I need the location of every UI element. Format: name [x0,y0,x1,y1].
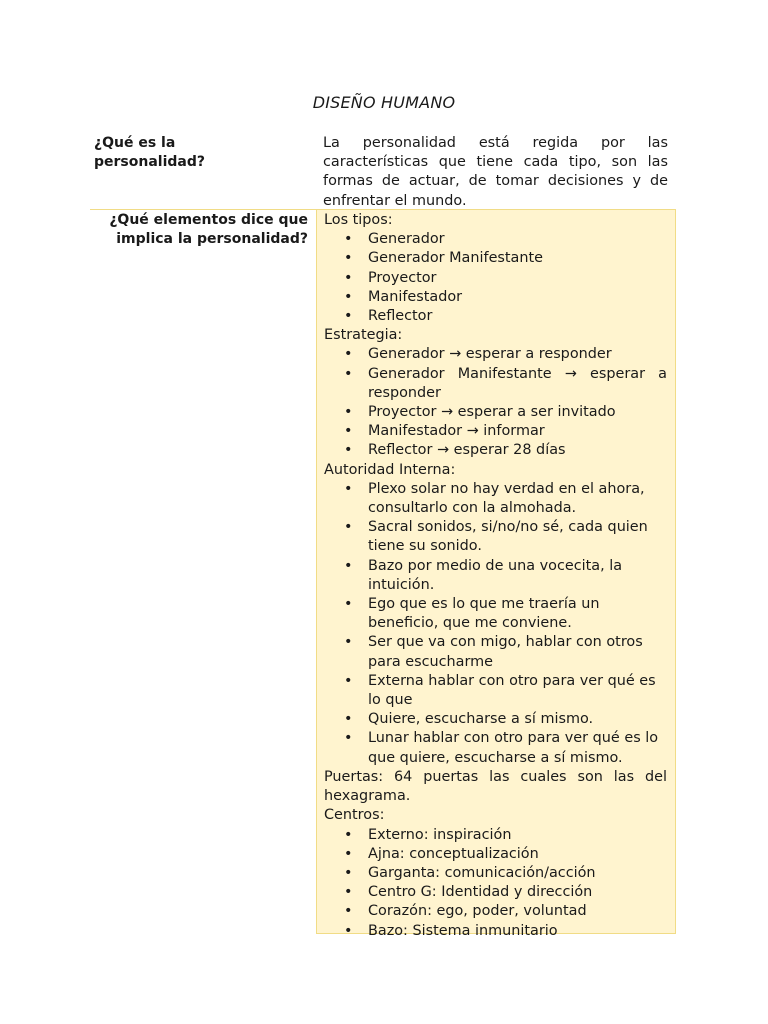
bullet-icon: • [344,365,353,382]
bullet-icon: • [344,269,353,286]
document-title: DISEÑO HUMANO [312,93,456,112]
list-item: • Reflector → esperar 28 días [324,441,667,460]
answer-text: La personalidad está regida por las características que tiene cada tipo, son las formas de actuar, de tomar decisiones y de enfrentar el mundo. [323,135,668,209]
list-item: • Proyector [324,269,667,288]
list-item: • Externo: inspiración [324,826,667,845]
question-label: ¿Qué es la personalidad? [94,135,205,171]
bullet-icon: • [344,308,353,325]
section-label-autoridad: Autoridad Interna: [324,461,456,478]
bullet-icon: • [344,634,353,651]
row-divider [90,209,316,210]
list-item: • Generador Manifestante [324,249,667,268]
bullet-icon: • [344,519,353,536]
section-label-estrategia: Estrategia: [324,327,403,344]
bullet-icon: • [344,922,353,939]
list-item: • Ser que va con migo, hablar con otros para escucharme [344,634,643,670]
list-item: • Centro G: Identidad y dirección [324,883,667,902]
bullet-icon: • [344,672,353,689]
list-item: • Manifestador [324,288,667,307]
list-item: • Quiere, escucharse a sí mismo. [324,710,667,729]
bullet-icon: • [344,864,353,881]
list-item: • Sacral sonidos, si/no/no sé, cada quien tiene su sonido. [344,519,648,555]
bullet-icon: • [344,480,353,497]
bullet-icon: • [344,730,353,747]
list-item: • Corazón: ego, poder, voluntad [324,902,667,921]
list-item: • Reflector [324,307,667,326]
list-item: • Garganta: comunicación/acción [324,864,667,883]
bullet-icon: • [344,346,353,363]
list-centros [324,826,667,941]
bullet-icon: • [344,557,353,574]
bullet-icon: • [344,231,353,248]
list-item: • Generador [324,230,667,249]
list-item: • Bazo: Sistema inmunitario [324,922,667,941]
list-item: • Generador Manifestante → esperar a responder [344,365,667,401]
list-autoridad [324,480,667,768]
bullet-icon: • [344,826,353,843]
section-puertas: Puertas: 64 puertas las cuales son las del hexagrama. [324,768,667,805]
bullet-icon: • [344,884,353,901]
bullet-icon: • [344,711,353,728]
bullet-icon: • [344,903,353,920]
list-tipos [324,230,667,326]
answer-box [316,209,676,939]
list-item: • Externa hablar con otro para ver qué es lo que [344,672,656,709]
question-label: ¿Qué elementos dice que implica la personalidad? [109,212,308,248]
section-label-tipos: Los tipos: [324,212,393,228]
list-item: • Manifestador → informar [324,422,667,441]
bullet-icon: • [344,423,353,440]
list-item: • Ego que es lo que me traería un beneficio, que me conviene. [344,596,600,632]
section-label-centros: Centros: [324,807,385,824]
list-item: • Lunar hablar con otro para ver qué es lo que quiere, escucharse a sí mismo. [344,730,659,766]
list-item: • Bazo por medio de una vocecita, la intuición. [344,557,623,593]
list-item: • Plexo solar no hay verdad en el ahora, consultarlo con la almohada. [344,480,645,517]
list-estrategia [324,345,667,460]
bullet-icon: • [344,404,353,421]
bullet-icon: • [344,442,353,459]
list-item: • Generador → esperar a responder [324,345,667,364]
bullet-icon: • [344,596,353,613]
list-item: • Ajna: conceptualización [324,845,667,864]
bullet-icon: • [344,250,353,267]
bullet-icon: • [344,288,353,305]
list-item: • Proyector → esperar a ser invitado [324,403,667,422]
bullet-icon: • [344,845,353,862]
